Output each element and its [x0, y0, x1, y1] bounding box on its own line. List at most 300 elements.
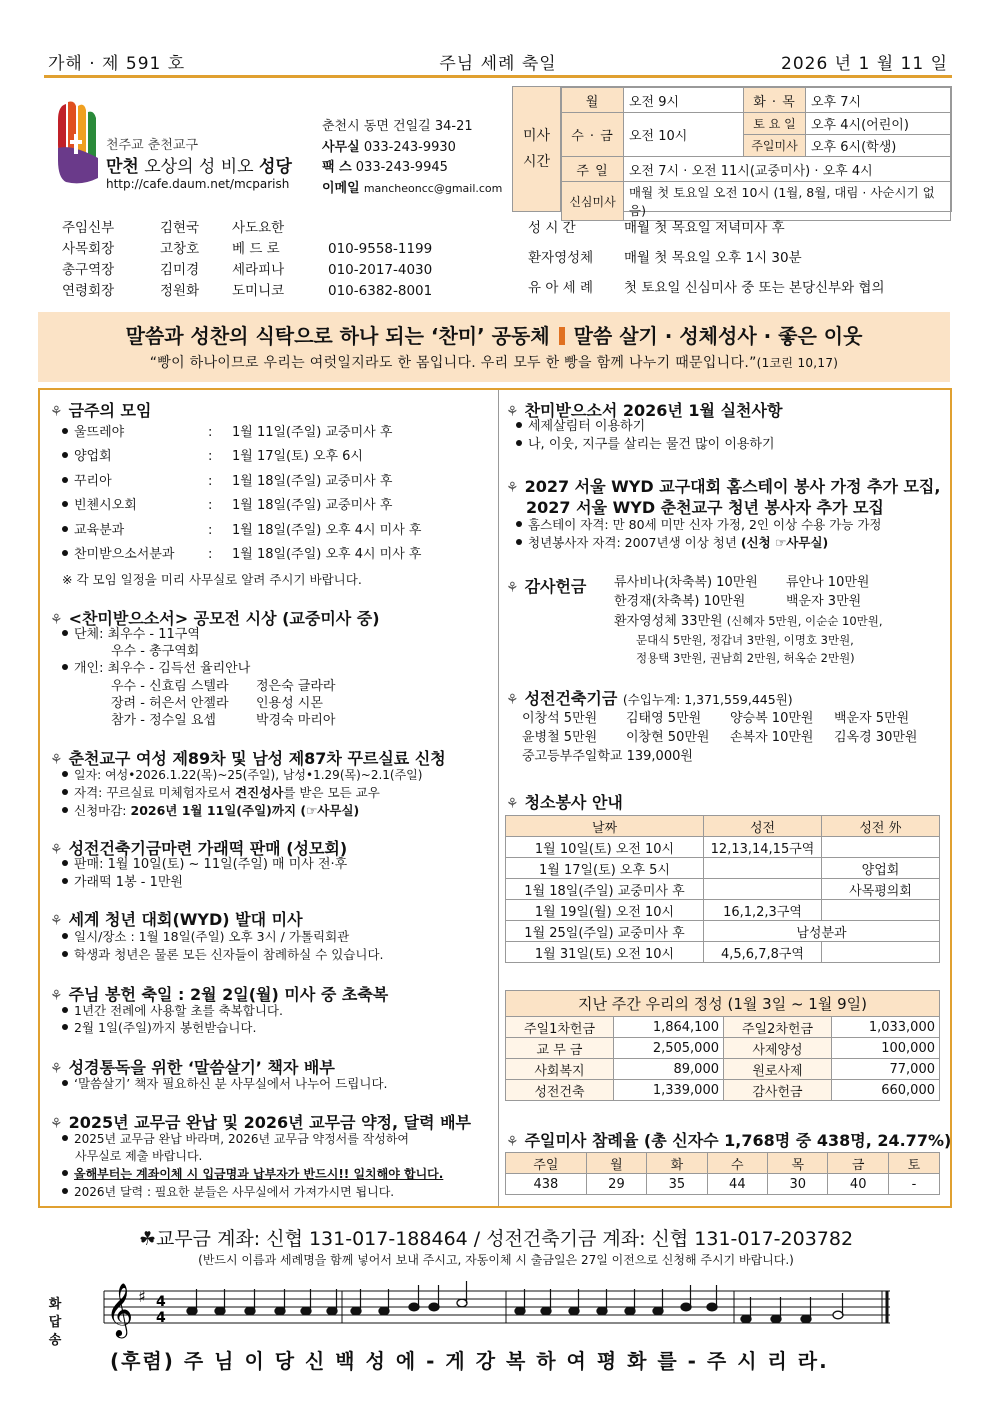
bullet-icon: [62, 771, 68, 777]
clover-icon: ⚘: [506, 580, 519, 596]
wyd-home-apply: (신청 ☞사무실): [740, 535, 829, 550]
fax-label: 팩 스: [322, 160, 352, 175]
attendance-day: 주일: [506, 1153, 587, 1174]
schedule-row: [528, 278, 948, 299]
cleaning-date: 1월 17일(토) 오후 5시: [506, 858, 704, 879]
contest-line-text: 단체: 최우수 - 11구역: [74, 627, 200, 642]
thanks-line: 문대식 5만원, 정갑녀 3만원, 이명호 3만원,: [636, 633, 854, 647]
psalm-label: [46, 1296, 64, 1350]
contest-line: 장려 - 허은서 안젤라: [111, 696, 229, 711]
meeting-when: 1월 18일(주일) 교중미사 후: [232, 498, 393, 514]
cleaning-out: 양업회: [822, 858, 940, 879]
dues-line-text: 2025년 교무금 완납 바라며, 2026년 교무금 약정서를 작성하여: [74, 1132, 410, 1146]
book-line: [62, 1075, 388, 1093]
building-donor: 양승복 10만원: [730, 711, 814, 726]
attendance-day: 화: [647, 1153, 707, 1174]
cleaning-out: [822, 900, 940, 921]
cursillo-qual-bold: 견진성사: [235, 785, 284, 800]
meeting-colon: :: [208, 522, 213, 538]
attendance-count: 29: [586, 1174, 646, 1195]
schedule-value: 매월 첫 목요일 오후 1시 30분: [624, 250, 802, 266]
bullet-icon: [62, 878, 68, 884]
candle-title-text: 주님 봉헌 축일 : 2월 2일(월) 미사 중 초축복: [68, 985, 389, 1004]
theme-verse-ref: (1코린 10,17): [756, 356, 839, 370]
cursillo-deadline: 2026년 1월 11일(주일)까지 (☞사무실): [130, 803, 360, 818]
attendance-count: 40: [828, 1174, 888, 1195]
note-head: [515, 1307, 525, 1315]
cleaning-title: [506, 790, 623, 813]
meeting-item: [62, 546, 174, 564]
mass-day: 월: [562, 88, 624, 113]
meeting-colon: :: [208, 449, 213, 465]
clover-icon: ⚘: [506, 692, 519, 708]
email-label: 이메일: [322, 180, 360, 196]
table-row: [506, 879, 940, 900]
schedule-row: [528, 248, 948, 269]
bank-accounts: ☘교무금 계좌: 신협 131-017-188464 / 성전건축기금 계좌: 신협 131-017-203782: [138, 1228, 854, 1250]
note-head: [653, 1307, 663, 1315]
note-head: [215, 1307, 225, 1315]
meeting-item: [62, 448, 112, 466]
contest-line: 우수 - 총구역회: [111, 644, 200, 659]
offering-label: 주일1차헌금: [506, 1017, 614, 1038]
note-head: [457, 1299, 467, 1307]
meeting-item: [62, 473, 112, 491]
wyd-home-line: [516, 534, 828, 552]
issue-header: [44, 44, 952, 78]
meeting-when: 1월 11일(주일) 교중미사 후: [232, 425, 393, 440]
mass-time: 오후 4시(어린이): [806, 113, 951, 135]
contest-line: 우수 - 신효림 스텔라: [111, 679, 229, 694]
meeting-name: 교육분과: [74, 522, 125, 538]
contest-line: [62, 626, 200, 644]
bullet-icon: [62, 630, 68, 636]
laudato-line-text: 나, 이웃, 지구를 살리는 물건 많이 이용하기: [528, 437, 775, 452]
bullet-icon: [62, 933, 68, 939]
cursillo-title-text: 춘천교구 여성 제89차 및 남성 제87차 꾸르실료 신청: [68, 749, 446, 768]
time-signature-top: 4: [156, 1294, 166, 1310]
mass-time: 오전 10시: [624, 113, 744, 157]
staff-role: 연령회장: [62, 283, 115, 299]
thanks-line-detail: (신혜자 5만원, 이순순 10만원,: [726, 614, 883, 628]
meeting-item: [62, 522, 124, 540]
attendance-count: 438: [506, 1174, 587, 1195]
thanks-title: [506, 574, 586, 597]
cleaning-date: 1월 18일(주일) 교중미사 후: [506, 879, 704, 900]
offering-value: 1,864,100: [614, 1017, 724, 1038]
bullet-icon: [62, 501, 68, 507]
sacrament-schedule: [528, 218, 948, 299]
offering-label: 주일2차헌금: [724, 1017, 832, 1038]
note-head: [187, 1307, 197, 1315]
note-head: [327, 1307, 337, 1315]
cleaning-table: [505, 815, 940, 963]
thanks-line: 류사비나(차축복) 10만원: [614, 575, 758, 590]
bullet-icon: [516, 440, 522, 446]
table-row: [506, 837, 940, 858]
attendance-day: 금: [828, 1153, 888, 1174]
building-total: (수입누계: 1,371,559,445원): [622, 692, 793, 707]
bullet-icon: [62, 951, 68, 957]
cursillo-line: [62, 784, 380, 802]
psalm-label-char: 화: [48, 1297, 62, 1312]
cleaning-in: [704, 858, 822, 879]
dues-line-text: 2026년 달력 : 필요한 분들은 사무실에서 가져가시면 됩니다.: [74, 1185, 395, 1199]
theme-separator: [559, 327, 565, 345]
mass-time: 오전 9시: [624, 88, 744, 113]
meeting-name: 울뜨레야: [74, 425, 125, 440]
cursillo-dates: 일자: 여성•2026.1.22(목)~25(주일), 남성•1.29(목)~2.1(주일): [74, 768, 423, 782]
bullet-icon: [62, 807, 68, 813]
attendance-day: 목: [768, 1153, 828, 1174]
bullet-icon: [62, 789, 68, 795]
diocese-name: 천주교 춘천교구: [106, 138, 199, 153]
thanks-line: [614, 612, 883, 631]
meeting-name: 빈첸시오회: [74, 498, 137, 514]
theme-main: 말씀과 성찬의 식탁으로 하나 되는 ‘찬미’ 공동체: [125, 324, 550, 348]
offering-value: 89,000: [614, 1059, 724, 1080]
mass-time: 매월 첫 토요일 오전 10시 (1월, 8월, 대림 · 사순시기 없음): [624, 182, 951, 221]
thanks-line-text: 환자영성체 33만원: [614, 614, 723, 629]
parish-logo-icon: [52, 100, 104, 186]
building-donor: 김태영 5만원: [626, 711, 702, 726]
cursillo-qual-end: 를 받은 모든 교우: [283, 785, 380, 800]
bullet-icon: [62, 452, 68, 458]
theme-sub: 말씀 살기 · 성체성사 · 좋은 이웃: [573, 324, 863, 348]
clover-icon: ⚘: [506, 1134, 519, 1150]
table-row: [506, 1038, 940, 1059]
schedule-label: 환자영성체: [528, 250, 594, 266]
offering-value: 77,000: [832, 1059, 940, 1080]
mass-time: 오후 6시(학생): [806, 135, 951, 157]
building-donor: 김옥경 30만원: [834, 730, 918, 745]
clover-icon: ⚘: [50, 1061, 63, 1077]
psalm-lyrics: (후렴) 주 님 이 당 신 백 성 에 - 게 강 복 하 여 평 화 를 - 주 시 리 라.: [110, 1349, 829, 1373]
staff-name: 고창호: [160, 241, 200, 257]
meeting-when: 1월 18일(주일) 교중미사 후: [232, 473, 393, 489]
ricecake-title-text: 성전건축기금마련 가래떡 판매 (성모회): [68, 839, 348, 858]
building-donor: 이창현 50만원: [626, 730, 710, 745]
meeting-when: 1월 18일(주일) 오후 4시 미사 후: [232, 522, 422, 538]
meeting-item: [62, 497, 137, 515]
offering-table: [505, 990, 940, 1101]
attendance-title: [506, 1128, 951, 1151]
laudato-line: [516, 418, 645, 436]
contest-line: 인용성 시몬: [256, 696, 323, 711]
meeting-item: [62, 424, 124, 442]
attendance-count: 35: [647, 1174, 707, 1195]
meeting-colon: :: [208, 425, 213, 440]
bullet-icon: [62, 1024, 68, 1030]
offering-title: 지난 주간 우리의 정성 (1월 3일 ~ 1월 9일): [506, 991, 940, 1017]
cursillo-deadline-label: 신청마감:: [74, 803, 131, 818]
clover-icon: ⚘: [506, 404, 519, 420]
cleaning-date: 1월 25일(주일) 교중미사 후: [506, 921, 704, 942]
meeting-when: 1월 18일(주일) 오후 4시 미사 후: [232, 547, 422, 562]
cleaning-in: 12,13,14,15구역: [704, 837, 822, 858]
staff-name: 정원화: [160, 283, 200, 299]
bullet-icon: [62, 1170, 68, 1176]
table-row: [506, 1017, 940, 1038]
wyd-line: [62, 928, 349, 946]
note-head: [597, 1307, 607, 1315]
meeting-when: 1월 17일(토) 오후 6시: [232, 449, 363, 465]
offering-value: 1,339,000: [614, 1080, 724, 1101]
mass-day: 신심미사: [562, 182, 624, 221]
cursillo-line: [62, 802, 359, 820]
laudato-line-text: 세제살림터 이용하기: [528, 419, 646, 434]
parish-title-part3: 성당: [259, 157, 292, 177]
offering-value: 2,505,000: [614, 1038, 724, 1059]
staff-baptism: 도미니코: [232, 283, 285, 299]
mass-time: 오후 7시: [806, 88, 951, 113]
cleaning-header: 성전 外: [822, 816, 940, 837]
building-school: 중고등부주일학교 139,000원: [522, 749, 693, 764]
attendance-title-text: 주일미사 참례율 (총 신자수 1,768명 중 438명, 24.77%): [524, 1131, 952, 1150]
bullet-icon: [62, 1080, 68, 1086]
cleaning-out: [822, 837, 940, 858]
cleaning-title-text: 청소봉사 안내: [524, 793, 623, 812]
staff-role: 사목회장: [62, 241, 115, 257]
note-head: [379, 1307, 389, 1315]
clover-icon: ⚘: [50, 1116, 63, 1132]
cleaning-out: [822, 942, 940, 963]
attendance-table: [505, 1152, 940, 1195]
wyd-home-line: [516, 516, 881, 534]
ricecake-line-text: 판매: 1월 10일(토) ~ 11일(주일) 매 미사 전·후: [74, 857, 348, 872]
wyd-title-text: 세계 청년 대회(WYD) 발대 미사: [68, 910, 303, 929]
book-title-text: 성경통독을 위한 ‘말씀살기’ 책자 배부: [68, 1058, 335, 1077]
dues-line: [62, 1165, 443, 1183]
wyd-home-title: [506, 474, 940, 497]
wyd-home-title2: 2027 서울 WYD 춘천교구 청년 봉사자 추가 모집: [526, 498, 884, 517]
dues-warning: 올해부터는 계좌이체 시 입금명과 납부자가 반드시!! 일치해야 합니다.: [74, 1167, 444, 1181]
note-head: [301, 1307, 311, 1315]
schedule-row: [528, 218, 948, 239]
parish-url-link[interactable]: http://cafe.daum.net/mcparish: [106, 177, 290, 191]
contest-line: 참가 - 정수일 요셉: [111, 713, 216, 728]
bullet-icon: [62, 1188, 68, 1194]
dues-line: [62, 1183, 394, 1201]
building-donor: 백운자 5만원: [834, 711, 910, 726]
offering-label: 감사헌금: [724, 1080, 832, 1101]
table-row: [506, 921, 940, 942]
staff-name: 김미경: [160, 262, 200, 278]
bullet-icon: [62, 860, 68, 866]
table-row: [506, 942, 940, 963]
clover-icon: ⚘: [506, 480, 519, 496]
laudato-line: [516, 436, 775, 454]
candle-line: [62, 1019, 256, 1037]
clover-icon: ⚘: [50, 842, 63, 858]
note-head: [569, 1307, 579, 1315]
attendance-day: 월: [586, 1153, 646, 1174]
staff-phone: 010-2017-4030: [328, 262, 433, 278]
cursillo-qual: 자격: 꾸르실료 미체험자로서: [74, 785, 236, 800]
column-divider: [498, 390, 499, 1206]
bullet-icon: [62, 1135, 68, 1141]
psalm-label-char: 답: [48, 1315, 62, 1330]
meetings-title-text: 금주의 모임: [68, 401, 152, 420]
time-signature-bottom: 4: [156, 1310, 166, 1326]
building-donor: 손복자 10만원: [730, 730, 814, 745]
thanks-line: 백운자 3만원: [786, 594, 862, 609]
notes: [187, 1281, 843, 1323]
address: 춘천시 동면 건일길 34-21: [322, 119, 473, 134]
attendance-count: 30: [768, 1174, 828, 1195]
sharp-icon: ♯: [138, 1287, 146, 1306]
mass-day: 수 · 금: [562, 113, 624, 157]
psalm-label-char: 송: [48, 1333, 62, 1348]
table-row: [506, 1174, 940, 1195]
table-row: [506, 1059, 940, 1080]
note-head: [771, 1315, 781, 1323]
feast-title: 주님 세례 축일: [439, 54, 557, 74]
note-head: [351, 1307, 361, 1315]
building-donor: 윤병철 5만원: [522, 730, 598, 745]
thanks-title-text: 감사헌금: [524, 577, 587, 596]
attendance-count: 44: [707, 1174, 767, 1195]
schedule-value: 첫 토요일 신심미사 중 또는 본당신부와 협의: [624, 280, 885, 296]
meetings-title: [50, 398, 151, 421]
fax-number: 033-243-9945: [355, 160, 448, 175]
table-row: [506, 1080, 940, 1101]
cleaning-in: 16,1,2,3구역: [704, 900, 822, 921]
cleaning-date: 1월 19일(월) 오전 10시: [506, 900, 704, 921]
bullet-icon: [516, 521, 522, 527]
parish-title: [106, 152, 292, 177]
building-title-text: 성전건축기금: [524, 689, 618, 708]
cleaning-date: 1월 10일(토) 오전 10시: [506, 837, 704, 858]
wyd-line-text: 일시/장소 : 1월 18일(주일) 오후 3시 / 가톨릭회관: [74, 929, 350, 944]
meeting-colon: :: [208, 473, 213, 489]
email-link[interactable]: mancheoncc@gmail.com: [363, 181, 503, 195]
contest-line: 정은숙 글라라: [256, 679, 336, 694]
schedule-label: 유 아 세 례: [528, 280, 594, 296]
meeting-colon: :: [208, 498, 213, 514]
mass-time: 오전 7시 · 오전 11시(교중미사) · 오후 4시: [624, 157, 951, 182]
bullet-icon: [62, 664, 68, 670]
clover-icon: ⚘: [50, 913, 63, 929]
parish-title-part2: 오상의 성 비오: [138, 157, 260, 177]
contest-line: [62, 660, 250, 678]
book-line-text: ‘말씀살기’ 책자 필요하신 분 사무실에서 나누어 드립니다.: [74, 1076, 388, 1091]
wyd-home-line-text: 홈스테이 자격: 만 80세 미만 신자 가정, 2인 이상 수용 가능 가정: [528, 517, 882, 532]
bullet-icon: [62, 477, 68, 483]
thanks-line: 한경재(차축복) 10만원: [614, 594, 746, 609]
staff-baptism: 베 드 로: [232, 241, 280, 257]
dues-line: 사무실로 제출 바랍니다.: [75, 1149, 203, 1163]
wyd-title: [50, 907, 303, 930]
wyd-line: [62, 946, 384, 964]
music-staff: [100, 1275, 894, 1345]
attendance-day: 토: [888, 1153, 939, 1174]
offering-value: 660,000: [832, 1080, 940, 1101]
table-row: [506, 900, 940, 921]
offering-label: 성전건축: [506, 1080, 614, 1101]
offering-label: 교 무 금: [506, 1038, 614, 1059]
attendance-count: -: [888, 1174, 939, 1195]
meeting-name: 찬미받으소서분과: [74, 547, 175, 562]
candle-line-text: 1년간 전례에 사용할 초를 축복합니다.: [74, 1003, 283, 1018]
ricecake-line: [62, 874, 183, 892]
offering-label: 사제양성: [724, 1038, 832, 1059]
mass-times-table: [512, 86, 952, 218]
building-title: [506, 686, 793, 709]
staff-phone: 010-6382-8001: [328, 283, 433, 299]
note-head: [245, 1307, 255, 1315]
parish-title-part1: 만천: [106, 157, 139, 177]
wyd-line-text: 학생과 청년은 물론 모든 신자들이 참례하실 수 있습니다.: [74, 947, 384, 962]
note-head: [625, 1307, 635, 1315]
mass-label: 미사: [522, 128, 551, 144]
cleaning-in: 4,5,6,7,8구역: [704, 942, 822, 963]
ricecake-line: [62, 856, 347, 874]
note-head: [429, 1303, 439, 1311]
bullet-icon: [516, 539, 522, 545]
cleaning-header: 날짜: [506, 816, 704, 837]
mass-day: 토 요 일: [744, 113, 806, 135]
staff-role: 주임신부: [62, 220, 115, 236]
contest-line: 박경숙 마리아: [256, 713, 336, 728]
thanks-line: 류안나 10만원: [786, 575, 870, 590]
cursillo-line: [62, 766, 422, 784]
mass-day: 주 일: [562, 157, 624, 182]
cleaning-header: 성전: [704, 816, 822, 837]
contest-title-text: <찬미받으소서> 공모전 시상 (교중미사 중): [68, 609, 380, 628]
cleaning-out: 사목평의회: [822, 879, 940, 900]
wyd-home-title-text: 2027 서울 WYD 교구대회 홈스테이 봉사 가정 추가 모집,: [524, 477, 941, 496]
clover-icon: ⚘: [50, 988, 63, 1004]
office-label: 사무실: [322, 139, 360, 155]
contest-line-text: 개인: 최우수 - 김득선 율리안나: [74, 661, 251, 676]
meeting-colon: :: [208, 547, 213, 562]
meeting-name: 양업회: [74, 449, 112, 465]
issue-number: 가해 · 제 591 호: [48, 54, 186, 74]
meeting-name: 꾸리아: [74, 473, 112, 489]
bullet-icon: [62, 550, 68, 556]
candle-line: [62, 1002, 283, 1020]
cleaning-in: [704, 879, 822, 900]
staff-role: 총구역장: [62, 262, 115, 278]
note-head: [409, 1303, 419, 1311]
bullet-icon: [516, 422, 522, 428]
candle-line-text: 2월 1일(주일)까지 봉헌받습니다.: [74, 1020, 257, 1035]
treble-clef-icon: 𝄞: [106, 1282, 134, 1336]
wyd-home-line-text: 청년봉사자 자격: 2007년생 이상 청년: [528, 535, 741, 550]
clover-icon: ⚘: [506, 796, 519, 812]
offering-value: 100,000: [832, 1038, 940, 1059]
bullet-icon: [62, 1007, 68, 1013]
note-head: [541, 1307, 551, 1315]
table-row: [506, 858, 940, 879]
clover-icon: ⚘: [50, 612, 63, 628]
staff-name: 김현국: [160, 220, 200, 236]
note-head: [707, 1303, 717, 1311]
dues-line: [62, 1130, 409, 1148]
clover-icon: ⚘: [50, 404, 63, 420]
note-head: [833, 1311, 843, 1319]
mass-day: 주일미사: [744, 135, 806, 157]
theme-verse: “빵이 하나이므로 우리는 여럿일지라도 한 몸입니다. 우리 모두 한 빵을 함께 나누기 때문입니다.”: [149, 355, 757, 371]
note-head: [801, 1315, 811, 1323]
staff-phone: 010-9558-1199: [328, 241, 433, 257]
clover-icon: ⚘: [50, 752, 63, 768]
parish-theme-banner: [38, 312, 950, 382]
bullet-icon: [62, 428, 68, 434]
staff-baptism: 사도요한: [232, 220, 285, 236]
mass-times-label: [513, 87, 561, 211]
